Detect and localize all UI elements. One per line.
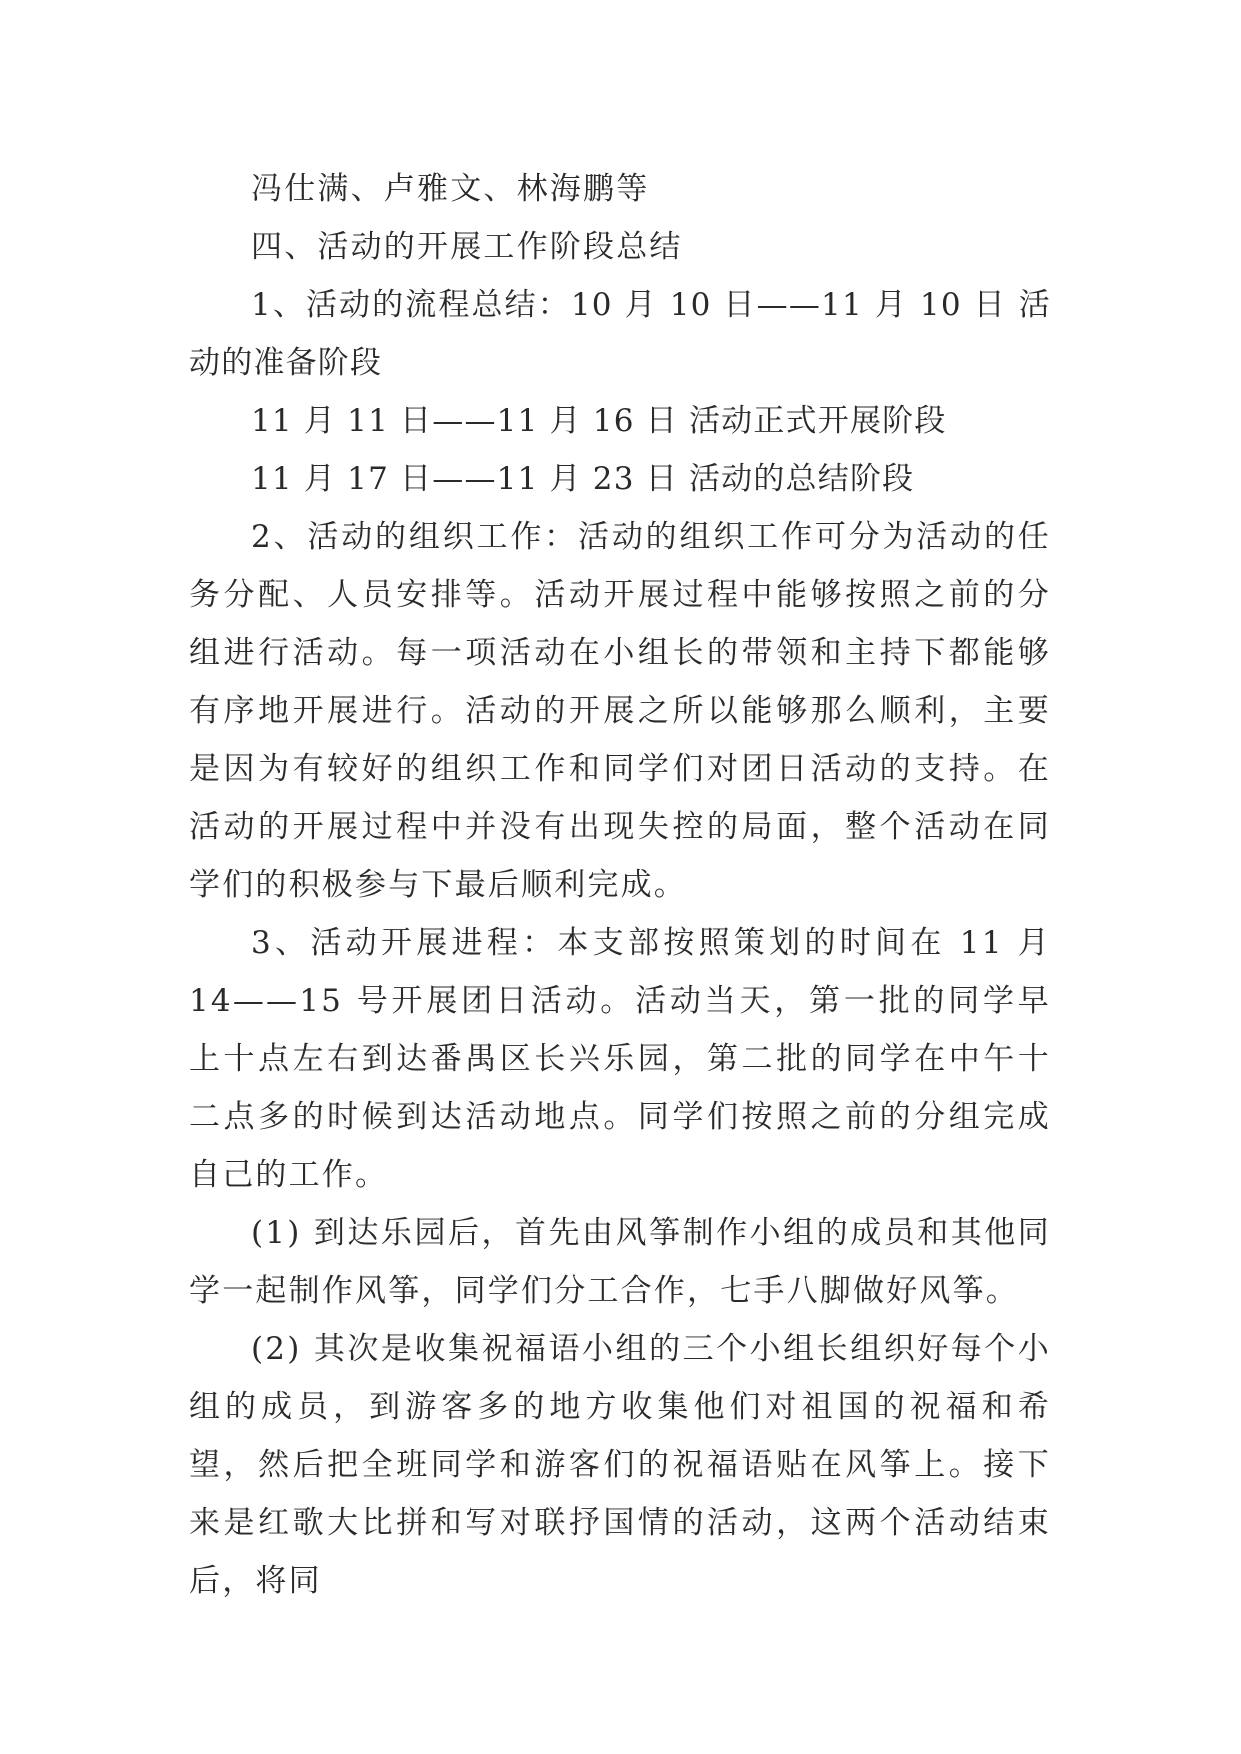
document-body xyxy=(189,160,1051,1610)
paragraph-organization: 2、活动的组织工作：活动的组织工作可分为活动的任务分配、人员安排等。活动开展过程中能够按照之前的分组进行活动。每一项活动在小组长的带领和主持下都能够有序地开展进行。活动的开展之所以能够那么顺利，主要是因为有较好的组织工作和同学们对团日活动的支持。在活动的开展过程中并没有出现失控的局面，整个活动在同学们的积极参与下最后顺利完成。 xyxy=(189,519,1051,903)
paragraph-item-2: (2) 其次是收集祝福语小组的三个小组长组织好每个小组的成员，到游客多的地方收集他们对祖国的祝福和希望，然后把全班同学和游客们的祝福语贴在风筝上。接下来是红歌大比拼和写对联抒国情的活动，这两个活动结束后，将同 xyxy=(189,1331,1051,1599)
paragraph-stage-formal: 11 月 11 日——11 月 16 日 活动正式开展阶段 xyxy=(251,403,947,439)
paragraph-stage-summary: 11 月 17 日——11 月 23 日 活动的总结阶段 xyxy=(251,461,915,497)
paragraph-item-1: (1) 到达乐园后，首先由风筝制作小组的成员和其他同学一起制作风筝，同学们分工合作，七手八脚做好风筝。 xyxy=(189,1215,1051,1309)
paragraph-progress: 3、活动开展进程：本支部按照策划的时间在 11 月 14——15 号开展团日活动。活动当天，第一批的同学早上十点左右到达番禺区长兴乐园，第二批的同学在中午十二点多的时候到达活动地点。同学们按照之前的分组完成自己的工作。 xyxy=(189,925,1051,1193)
paragraph-process-summary: 1、活动的流程总结：10 月 10 日——11 月 10 日 活动的准备阶段 xyxy=(189,287,1051,381)
section-heading-4: 四、活动的开展工作阶段总结 xyxy=(251,229,683,265)
paragraph-names: 冯仕满、卢雅文、林海鹏等 xyxy=(251,171,650,207)
